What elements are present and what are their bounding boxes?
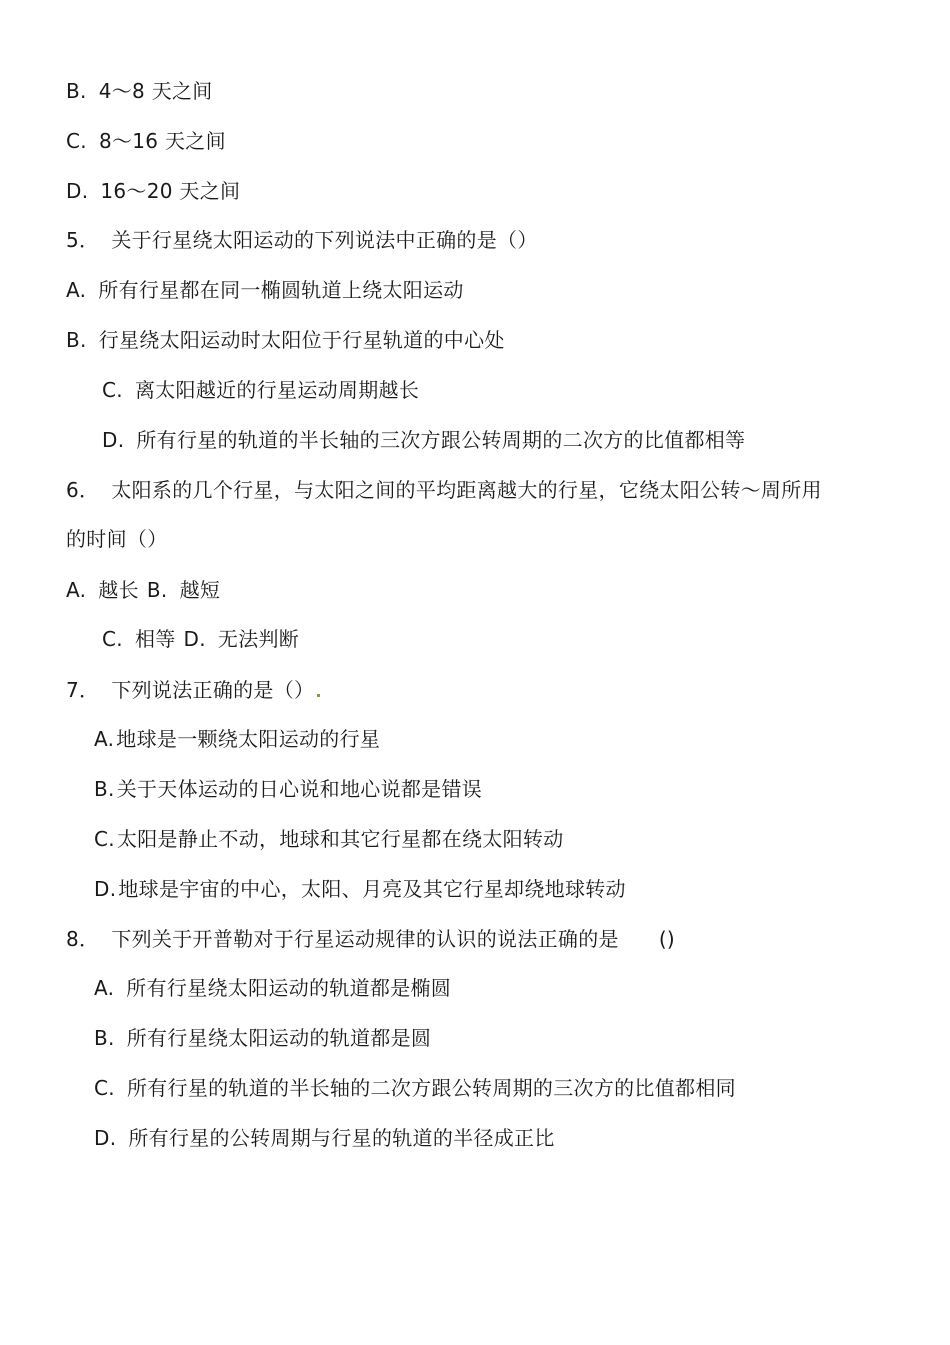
question-5: [66, 227, 538, 253]
question-number: 7．: [66, 678, 100, 702]
question-8-option-b: [94, 1025, 431, 1051]
question-6: [66, 477, 822, 503]
option-text: 离太阳越近的行星运动周期越长: [134, 378, 420, 402]
question-text: 下列关于开普勒对于行星运动规律的认识的说法正确的是: [111, 927, 619, 951]
option-text: 越短: [179, 578, 221, 602]
question-text: 下列说法正确的是（）: [111, 678, 315, 702]
question-6-options-cd: [102, 626, 299, 652]
question-7: [66, 677, 320, 703]
question-8: [66, 926, 675, 952]
option-text: 地球是一颗绕太阳运动的行星: [116, 727, 381, 751]
question-6-continuation: [66, 526, 168, 552]
option-label: C.: [102, 627, 123, 651]
option-c-line: [66, 128, 226, 154]
question-5-option-d: [102, 427, 745, 453]
option-text: 无法判断: [217, 627, 300, 651]
question-8-option-a: [94, 975, 451, 1001]
question-number: 8．: [66, 927, 100, 951]
option-text: 越长: [98, 578, 139, 602]
option-text: 16～20 天之间: [100, 179, 241, 203]
option-text: 地球是宇宙的中心，太阳、月亮及其它行星却绕地球转动: [118, 877, 626, 901]
option-label: A.: [94, 976, 115, 1000]
option-text: 所有行星绕太阳运动的轨道都是圆: [126, 1026, 432, 1050]
option-label: D.: [94, 877, 117, 901]
question-8-option-d: [94, 1125, 555, 1151]
option-text: 相等: [134, 627, 176, 651]
speck-mark: [317, 694, 320, 697]
option-text: 行星绕太阳运动时太阳位于行星轨道的中心处: [98, 328, 505, 352]
option-text: 8～16 天之间: [98, 129, 226, 153]
option-label: B.: [146, 578, 168, 602]
option-label: D.: [183, 627, 206, 651]
question-7-option-b: [94, 776, 482, 802]
question-text: 关于行星绕太阳运动的下列说法中正确的是（）: [111, 228, 538, 252]
question-8-option-c: [94, 1075, 736, 1101]
question-text: 太阳系的几个行星，与太阳之间的平均距离越大的行星，它绕太阳公转～周所用: [111, 478, 822, 502]
option-label: D.: [102, 428, 125, 452]
question-6-options-ab: [66, 577, 220, 603]
option-text: 4～8 天之间: [98, 79, 213, 103]
option-label: B.: [94, 777, 115, 801]
question-number: 6．: [66, 478, 100, 502]
option-label: B.: [94, 1026, 115, 1050]
option-label: A.: [66, 278, 87, 302]
option-label: D.: [66, 179, 89, 203]
option-label: C.: [94, 1076, 115, 1100]
question-5-option-a: [66, 277, 464, 303]
question-7-option-c: [94, 826, 564, 852]
option-label: B.: [66, 79, 87, 103]
option-text: 所有行星绕太阳运动的轨道都是椭圆: [126, 976, 452, 1000]
question-number: 5．: [66, 228, 100, 252]
option-text: 所有行星都在同一椭圆轨道上绕太阳运动: [98, 278, 464, 302]
question-5-option-c: [102, 377, 419, 403]
option-label: C.: [94, 827, 115, 851]
option-text: 关于天体运动的日心说和地心说都是错误: [116, 777, 483, 801]
question-7-option-d: [94, 876, 626, 902]
option-d-line: [66, 178, 240, 204]
question-7-option-a: [94, 726, 380, 752]
question-text: 的时间（）: [66, 527, 168, 551]
question-5-option-b: [66, 327, 505, 353]
answer-paren: (): [658, 927, 676, 951]
option-label: A.: [94, 727, 115, 751]
option-b-line: [66, 78, 213, 104]
option-text: 太阳是静止不动，地球和其它行星都在绕太阳转动: [116, 827, 564, 851]
option-label: D.: [94, 1126, 117, 1150]
option-label: B.: [66, 328, 87, 352]
option-label: C.: [102, 378, 123, 402]
option-label: C.: [66, 129, 87, 153]
option-label: A.: [66, 578, 87, 602]
option-text: 所有行星的公转周期与行星的轨道的半径成正比: [128, 1126, 555, 1150]
option-text: 所有行星的轨道的半长轴的三次方跟公转周期的二次方的比值都相等: [136, 428, 746, 452]
option-text: 所有行星的轨道的半长轴的二次方跟公转周期的三次方的比值都相同: [126, 1076, 736, 1100]
